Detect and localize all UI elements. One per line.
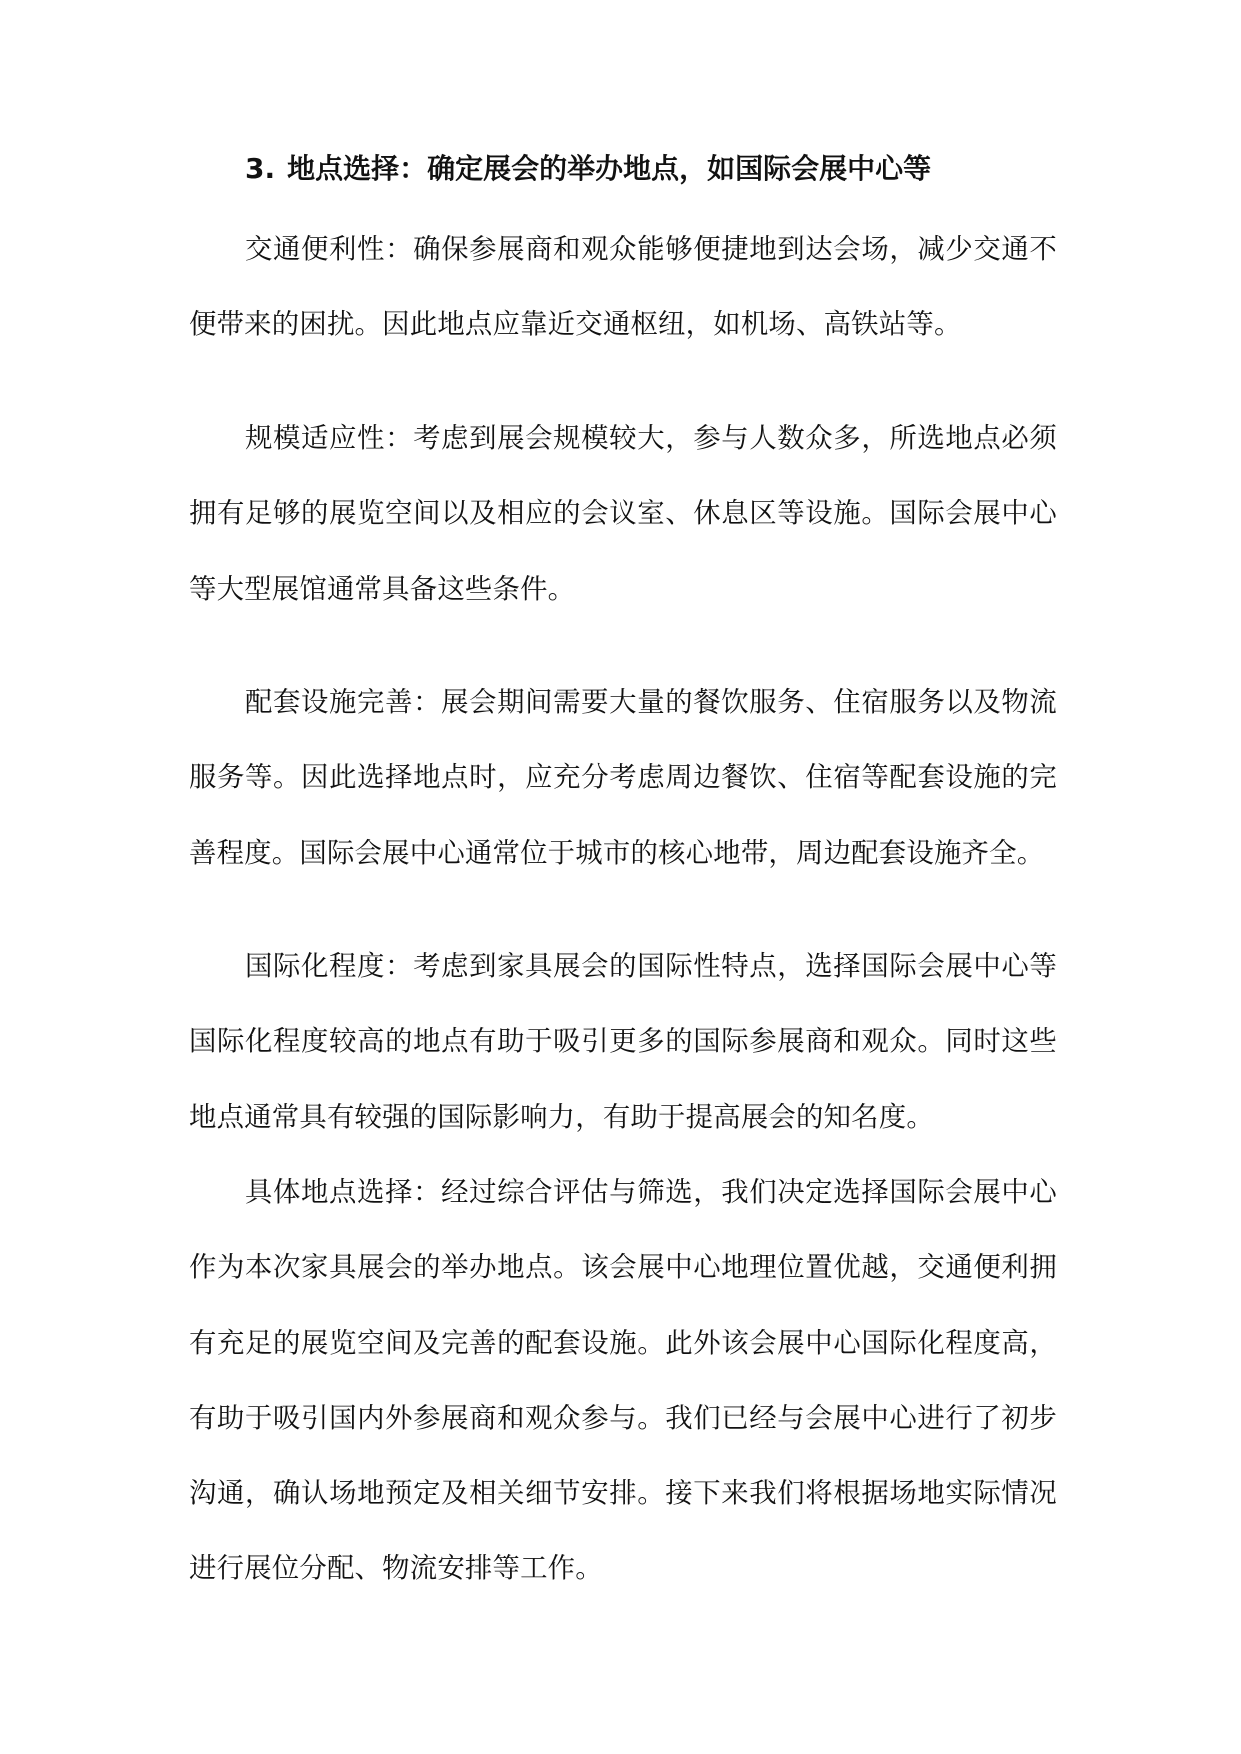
section-title: 地点选择：确定展会的举办地点，如国际会展中心等 <box>287 152 932 185</box>
paragraph-transport: 交通便利性：确保参展商和观众能够便捷地到达会场，减少交通不便带来的困扰。因此地点应靠近交通枢纽，如机场、高铁站等。 <box>189 234 1057 341</box>
paragraph-facilities: 配套设施完善：展会期间需要大量的餐饮服务、住宿服务以及物流服务等。因此选择地点时，应充分考虑周边餐饮、住宿等配套设施的完善程度。国际会展中心通常位于城市的核心地带，周边配套设施齐全。 <box>189 687 1057 869</box>
paragraph-internationalization: 国际化程度：考虑到家具展会的国际性特点，选择国际会展中心等国际化程度较高的地点有助于吸引更多的国际参展商和观众。同时这些地点通常具有较强的国际影响力，有助于提高展会的知名度。 <box>189 951 1057 1133</box>
section-number: 3. <box>245 152 276 185</box>
paragraph-scale: 规模适应性：考虑到展会规模较大，参与人数众多，所选地点必须拥有足够的展览空间以及相应的会议室、休息区等设施。国际会展中心等大型展馆通常具备这些条件。 <box>189 423 1057 605</box>
section-heading <box>245 149 931 189</box>
paragraph-venue-choice: 具体地点选择：经过综合评估与筛选，我们决定选择国际会展中心作为本次家具展会的举办地点。该会展中心地理位置优越，交通便利拥有充足的展览空间及完善的配套设施。此外该会展中心国际化程度高，有助于吸引国内外参展商和观众参与。我们已经与会展中心进行了初步沟通，确认场地预定及相关细节安排。接下来我们将根据场地实际情况进行展位分配、物流安排等工作。 <box>189 1177 1057 1585</box>
document-page <box>189 0 1057 1754</box>
